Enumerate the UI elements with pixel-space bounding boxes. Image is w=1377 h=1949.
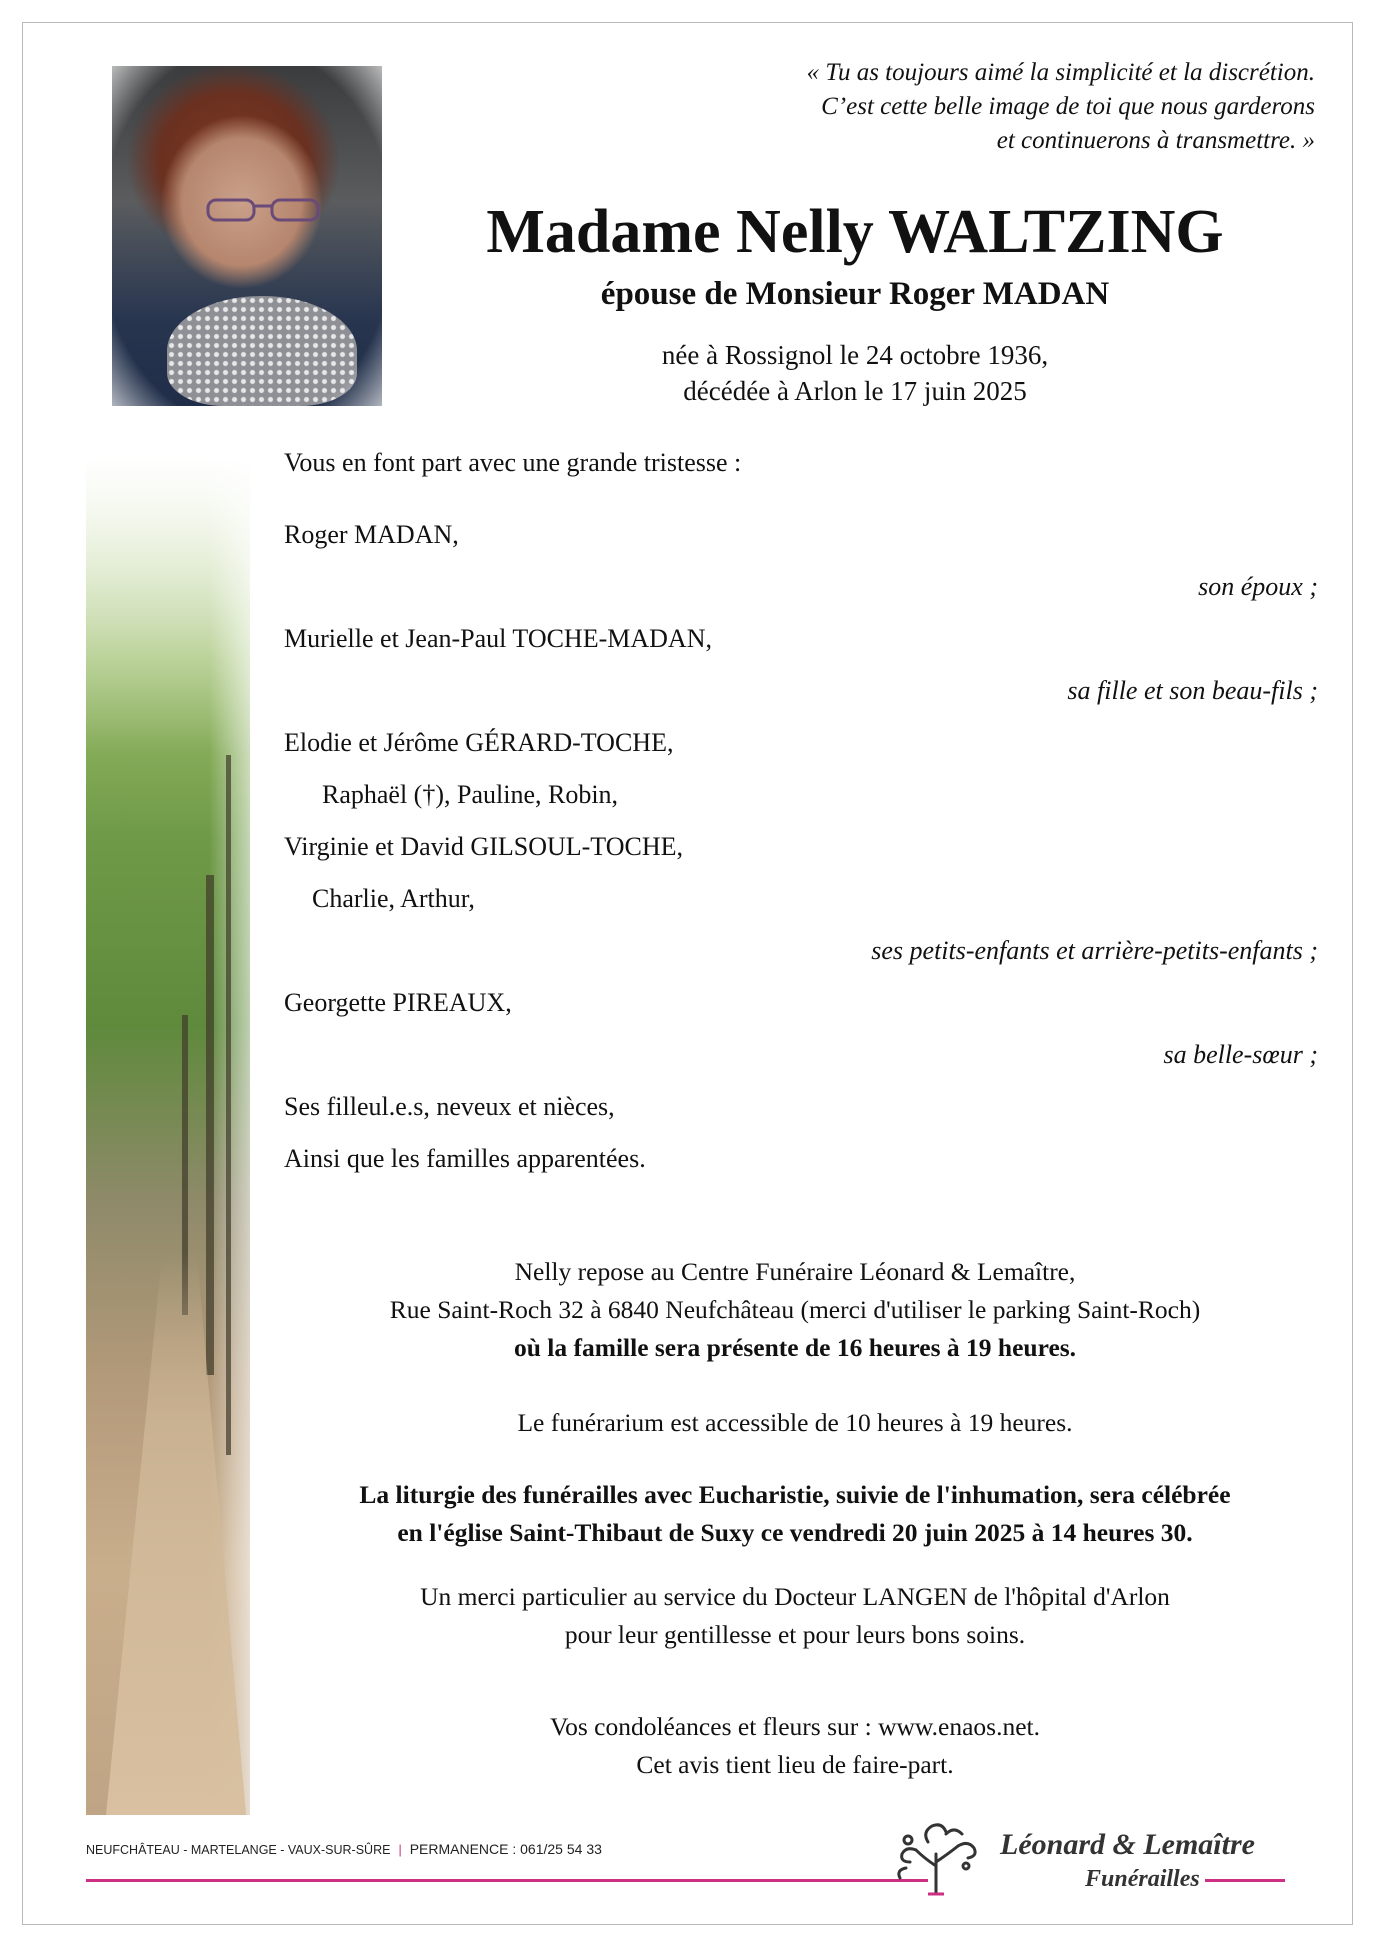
footer-accent-line <box>86 1879 928 1882</box>
birth-line: née à Rossignol le 24 octobre 1936, <box>661 340 1049 370</box>
tree-icon <box>888 1820 983 1896</box>
forest-path <box>106 1255 246 1815</box>
funerarium-access <box>270 1404 1320 1442</box>
family-relation: sa belle-sœur ; <box>1163 1040 1318 1069</box>
family-member: Georgette PIREAUX, <box>284 988 512 1017</box>
family-intro: Vous en font part avec une grande tristesse : <box>284 448 742 477</box>
portrait-photo <box>112 66 382 406</box>
access-line: Le funérarium est accessible de 10 heures à 19 heures. <box>517 1408 1073 1437</box>
family-member: Virginie et David GILSOUL-TOCHE, <box>284 832 683 861</box>
family-member: Charlie, Arthur, <box>312 884 475 913</box>
thanks-line: Un merci particulier au service du Docteur LANGEN de l'hôpital d'Arlon <box>420 1582 1170 1611</box>
thanks-info <box>270 1578 1320 1654</box>
family-member: Roger MADAN, <box>284 520 459 549</box>
family-member: Ainsi que les familles apparentées. <box>284 1144 646 1173</box>
brand-name: Léonard & Lemaître <box>1000 1828 1255 1861</box>
scarf-pattern <box>167 296 357 406</box>
deceased-name: Madame Nelly WALTZING <box>486 198 1224 266</box>
family-relation: son époux ; <box>1198 572 1318 601</box>
quote-line: C’est cette belle image de toi que nous garderons <box>821 93 1315 120</box>
visitation-line: Nelly repose au Centre Funéraire Léonard & Lemaître, <box>514 1257 1076 1286</box>
family-member: Raphaël (†), Pauline, Robin, <box>322 780 619 809</box>
visitation-line: Rue Saint-Roch 32 à 6840 Neufchâteau (merci d'utiliser le parking Saint-Roch) <box>389 1295 1201 1324</box>
visitation-hours: où la famille sera présente de 16 heures à 19 heures. <box>513 1333 1077 1362</box>
spouse-line: épouse de Monsieur Roger MADAN <box>600 276 1110 312</box>
quote-line: et continuerons à transmettre. » <box>996 127 1315 154</box>
quote-line: « Tu as toujours aimé la simplicité et la discrétion. <box>806 59 1315 86</box>
family-relation: ses petits-enfants et arrière-petits-enfants ; <box>871 936 1318 965</box>
footer-locations: NEUFCHÂTEAU - MARTELANGE - VAUX-SUR-SÛRE <box>86 1843 391 1857</box>
memorial-quote <box>615 56 1315 158</box>
liturgy-info <box>270 1476 1320 1552</box>
death-line: décédée à Arlon le 17 juin 2025 <box>683 376 1027 406</box>
footer-contact <box>86 1841 602 1857</box>
liturgy-line: en l'église Saint-Thibaut de Suxy ce vendredi 20 juin 2025 à 14 heures 30. <box>397 1518 1193 1547</box>
condolences-info <box>270 1708 1320 1784</box>
family-relation: sa fille et son beau-fils ; <box>1067 676 1318 705</box>
funeral-home-logo <box>880 1818 1300 1898</box>
forest-path-image <box>86 455 250 1815</box>
condolences-line: Vos condoléances et fleurs sur : www.enaos.net. <box>549 1712 1041 1741</box>
footer-separator: | <box>398 1843 402 1857</box>
family-member: Elodie et Jérôme GÉRARD-TOCHE, <box>284 728 674 757</box>
notice-line: Cet avis tient lieu de faire-part. <box>636 1750 954 1779</box>
visitation-info <box>270 1253 1320 1367</box>
footer-permanence: PERMANENCE : 061/25 54 33 <box>409 1841 602 1857</box>
family-member: Ses filleul.e.s, neveux et nièces, <box>284 1092 615 1121</box>
family-member: Murielle et Jean-Paul TOCHE-MADAN, <box>284 624 712 653</box>
birth-death-dates <box>420 337 1290 409</box>
glasses-icon <box>204 194 324 224</box>
brand-subtitle: Funérailles <box>1085 1866 1200 1892</box>
liturgy-line: La liturgie des funérailles avec Eucharistie, suivie de l'inhumation, sera célébrée <box>359 1480 1231 1509</box>
thanks-line: pour leur gentillesse et pour leurs bons soins. <box>564 1620 1026 1649</box>
